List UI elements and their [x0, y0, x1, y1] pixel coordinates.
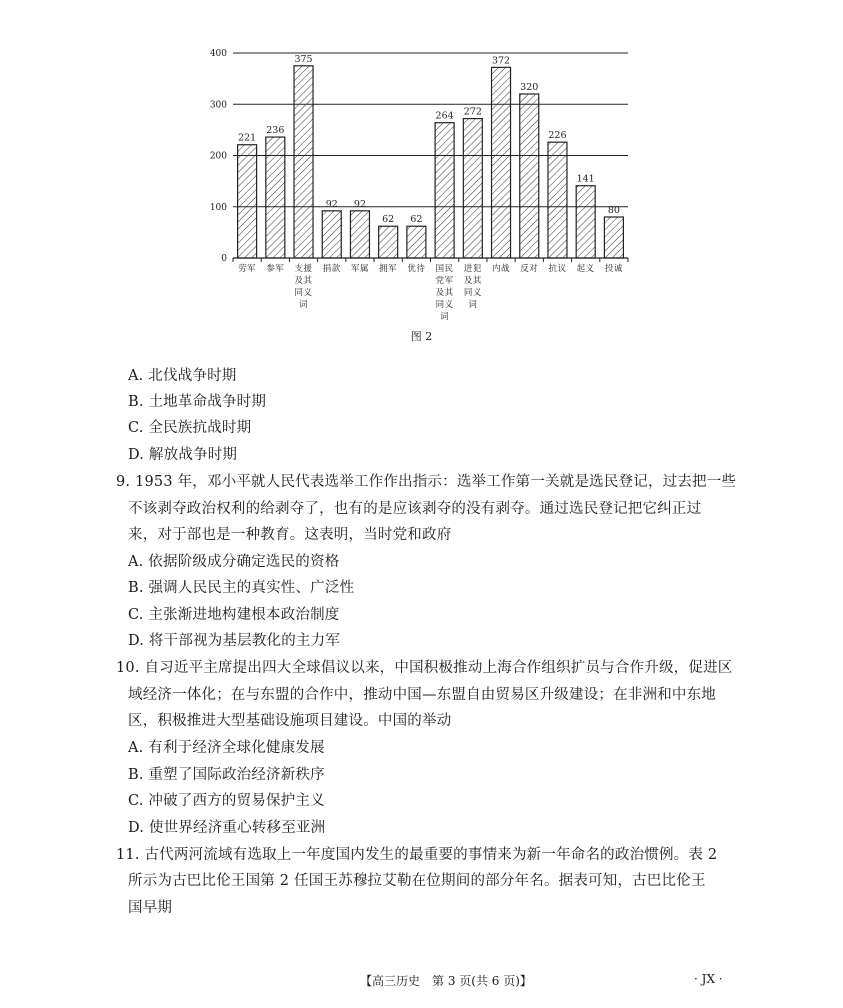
x-category-label: 词 — [299, 300, 309, 310]
q9-stem-line-2: 不该剥夺政治权利的给剥夺了，也有的是应该剥夺的没有剥夺。通过选民登记把它纠正过 — [128, 501, 702, 517]
x-category-label: 词 — [440, 312, 450, 322]
q10-option-a[interactable]: A. 有利于经济全球化健康发展 — [128, 740, 325, 756]
footer-code: · JX · — [694, 972, 723, 986]
bar-value-label: 92 — [353, 198, 367, 210]
bar — [520, 94, 539, 258]
x-category-label: 投诚 — [604, 264, 623, 274]
bar-value-label: 221 — [238, 132, 257, 144]
bar — [548, 142, 567, 258]
bar — [604, 217, 623, 258]
bar — [492, 67, 511, 258]
bar-value-label: 236 — [266, 125, 285, 137]
x-category-label: 及其 — [463, 276, 482, 286]
bar-value-label: 141 — [576, 173, 595, 185]
footer-page-label: 【高三历史 第 3 页(共 6 页)】 — [360, 974, 532, 988]
q11-stem-line-2: 所示为古巴比伦王国第 2 任国王苏穆拉艾勒在位期间的部分年名。据表可知，古巴比伦王 — [128, 873, 706, 889]
bar-value-label: 226 — [548, 130, 567, 142]
q9-option-a[interactable]: A. 依据阶级成分确定选民的资格 — [128, 554, 340, 570]
bar-value-label: 62 — [382, 214, 395, 226]
bar — [379, 226, 398, 258]
bar — [322, 211, 341, 258]
bar-value-label: 62 — [410, 214, 423, 226]
x-category-label: 捐款 — [322, 264, 341, 274]
q8-option-b[interactable]: B. 土地革命战争时期 — [128, 394, 267, 410]
q10-stem-line-3: 区，积极推进大型基础设施项目建设。中国的举动 — [128, 713, 452, 729]
y-tick-label: 300 — [209, 100, 227, 111]
bar — [294, 66, 313, 258]
bar — [463, 119, 482, 258]
bar-value-label: 372 — [491, 55, 511, 67]
x-category-label: 党军 — [435, 276, 454, 286]
q8-option-d[interactable]: D. 解放战争时期 — [128, 447, 238, 463]
x-category-label: 同义 — [294, 288, 313, 298]
bar — [435, 123, 454, 258]
x-category-label: 国民 — [435, 264, 454, 274]
x-category-label: 进犯 — [463, 264, 482, 274]
q9-stem-line-3: 来，对于部也是一种教育。这表明，当时党和政府 — [128, 527, 452, 543]
y-tick-label: 400 — [209, 49, 227, 59]
bar-value-label: 264 — [435, 110, 454, 122]
q11-stem-line-1: 11. 古代两河流域有选取上一年度国内发生的最重要的事情来为新一年命名的政治惯例。表 2 — [116, 847, 718, 863]
q10-option-c[interactable]: C. 冲破了西方的贸易保护主义 — [128, 793, 325, 809]
bar — [266, 137, 285, 258]
q9-stem-line-1: 9. 1953 年，邓小平就人民代表选举工作作出指示：选举工作第一关就是选民登记，过去把一些 — [116, 474, 737, 490]
x-category-label: 支援 — [294, 264, 313, 274]
x-category-label: 拥军 — [379, 264, 398, 274]
figure-caption: 图 2 — [410, 330, 433, 343]
bar-value-label: 320 — [520, 82, 539, 93]
x-category-label: 起义 — [576, 264, 595, 274]
word-frequency-bar-chart — [0, 0, 843, 330]
x-category-label: 及其 — [435, 288, 454, 298]
x-category-label: 同义 — [463, 288, 482, 298]
y-tick-label: 0 — [221, 254, 227, 264]
bar — [238, 145, 257, 258]
x-category-label: 内战 — [492, 264, 511, 274]
x-category-label: 参军 — [266, 264, 285, 274]
x-category-label: 同义 — [435, 300, 454, 310]
x-category-label: 反对 — [520, 264, 539, 274]
x-category-label: 劳军 — [238, 264, 257, 274]
q9-option-d[interactable]: D. 将干部视为基层教化的主力军 — [128, 633, 341, 649]
q8-option-a[interactable]: A. 北伐战争时期 — [128, 368, 237, 384]
q9-option-c[interactable]: C. 主张渐进地构建根本政治制度 — [128, 607, 340, 623]
q8-option-c[interactable]: C. 全民族抗战时期 — [128, 420, 252, 436]
bar-value-label: 80 — [607, 205, 620, 216]
bar-value-label: 375 — [294, 53, 313, 65]
q11-stem-line-3: 国早期 — [128, 900, 173, 916]
y-tick-label: 100 — [209, 202, 227, 213]
q10-option-b[interactable]: B. 重塑了国际政治经济新秩序 — [128, 767, 325, 783]
x-category-label: 抗议 — [548, 264, 567, 274]
y-tick-label: 200 — [209, 151, 227, 162]
x-category-label: 词 — [468, 300, 478, 310]
q10-stem-line-1: 10. 自习近平主席提出四大全球倡议以来，中国积极推动上海合作组织扩员与合作升级，促进区 — [116, 660, 733, 676]
q10-option-d[interactable]: D. 使世界经济重心转移至亚洲 — [128, 820, 326, 836]
bar — [350, 211, 369, 258]
q9-option-b[interactable]: B. 强调人民民主的真实性、广泛性 — [128, 580, 355, 596]
bar-value-label: 92 — [325, 198, 338, 210]
bar-value-label: 272 — [463, 106, 482, 118]
x-category-label: 优待 — [407, 264, 426, 274]
bar — [407, 226, 426, 258]
q10-stem-line-2: 域经济一体化；在与东盟的合作中，推动中国—东盟自由贸易区升级建设；在非洲和中东地 — [128, 687, 716, 703]
x-category-label: 军属 — [350, 264, 369, 274]
x-category-label: 及其 — [294, 276, 313, 286]
bar — [576, 186, 595, 258]
